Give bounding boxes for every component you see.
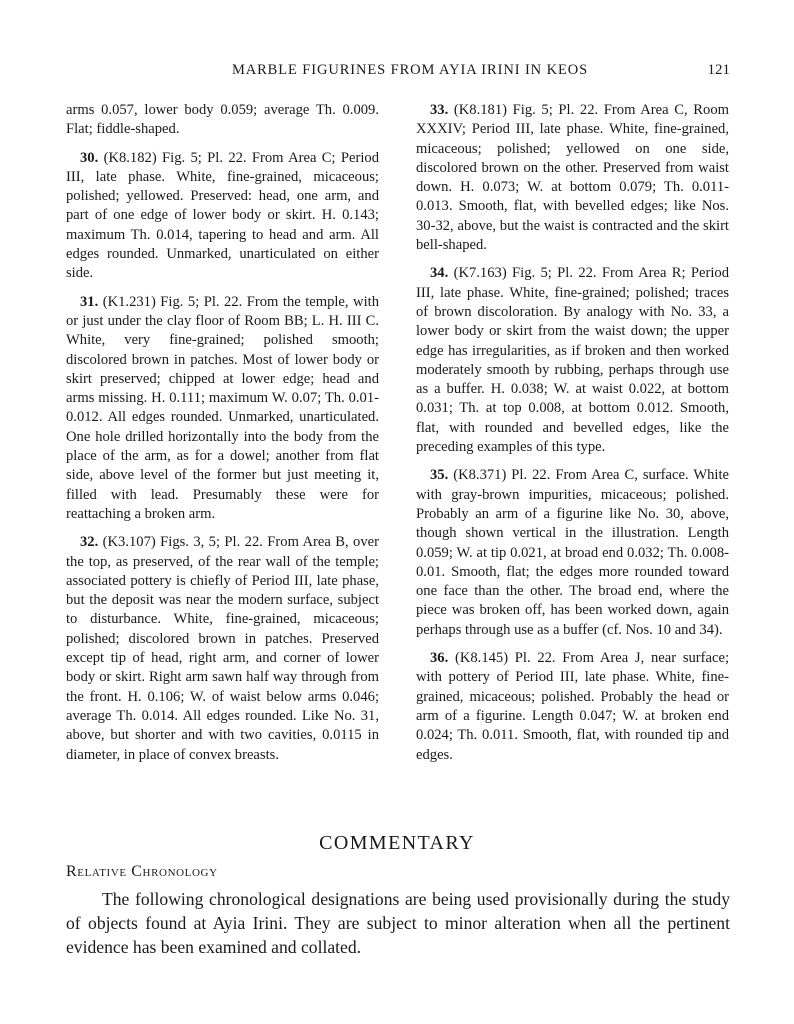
running-title: MARBLE FIGURINES FROM AYIA IRINI IN KEOS <box>231 62 589 78</box>
entry-number: 33. <box>430 102 449 118</box>
section-heading: COMMENTARY <box>319 832 475 854</box>
running-head <box>0 62 794 84</box>
catalogue-entry-32 <box>66 533 379 765</box>
entry-text: (K8.181) Fig. 5; Pl. 22. From Area C, Room XXXIV; Period III, late phase. White, fine-grained, micaceous; polished; yellowed on one side, discolored brown on the other. Preserved from waist down. H. 0.073; W. at bottom 0.079; Th. 0.011-0.013. Smooth, flat, with bevelled edges; like Nos. 30-32, above, but the waist is contracted and the skirt bell-shaped. <box>416 102 729 254</box>
catalogue-entry-36 <box>416 649 729 765</box>
catalogue-entry-30 <box>66 149 379 284</box>
left-column <box>66 101 379 765</box>
subsection-heading: Relative Chronology <box>66 863 218 880</box>
entry-number: 30. <box>80 149 99 166</box>
entry-text: (K3.107) Figs. 3, 5; Pl. 22. From Area B, over the top, as preserved, of the rear wall of the temple; associated pottery is chiefly of Period III, late phase, but the deposit was near the modern surface, subject to disturbance. White, fine-grained, micaceous; polished; discolored brown in patches. Preserved except tip of head, right arm, and corner of lower body or skirt. Right arm sawn half way through from the front. H. 0.106; W. of waist below arms 0.046; average Th. 0.014. All edges rounded. Like No. 31, above, but shorter and with two cavities, 0.0115 in diameter, in place of convex breasts. <box>66 534 379 763</box>
entry-number: 32. <box>80 534 99 551</box>
catalogue-entry-continued <box>66 101 379 140</box>
entry-text: arms 0.057, lower body 0.059; average Th. 0.009. Flat; fiddle-shaped. <box>66 102 379 138</box>
body-paragraph: The following chronological designations are being used provisionally during the study of objects found at Ayia Irini. They are subject to minor alteration when all the pertinent evidence has been examined and collated. <box>66 889 730 957</box>
catalogue-entry-31 <box>66 293 379 525</box>
entry-text: (K8.371) Pl. 22. From Area C, surface. White with gray-brown impurities, micaceous; polished. Probably an arm of a figurine like No. 30, above, though shown vertical in the illustration. Length 0.059; W. at tip 0.021, at broad end 0.032; Th. 0.008-0.01. Smooth, flat; the edges more rounded toward one face than the other. The broad end, where the piece was broken off, has been worked down, again perhaps through use as a buffer (cf. Nos. 10 and 34). <box>416 467 729 638</box>
entry-text: (K7.163) Fig. 5; Pl. 22. From Area R; Period III, late phase. White, fine-grained; polished; traces of brown discoloration. By analogy with No. 33, a lower body or skirt from the waist down; the upper edge has irregularities, as if broken and then worked moderately smooth by rubbing, perhaps through use as a buffer. H. 0.038; W. at waist 0.022, at bottom 0.031; Th. at top 0.008, at bottom 0.012. Smooth, flat, with rounded and bevelled edges, like the preceding examples of this type. <box>416 265 729 456</box>
page-number: 121 <box>707 62 730 78</box>
right-column <box>416 101 729 765</box>
entry-number: 36. <box>430 650 449 667</box>
entry-text: (K1.231) Fig. 5; Pl. 22. From the temple, with or just under the clay floor of Room BB; L. H. III C. White, very fine-grained; polished smooth; discolored brown in patches. Most of lower body or skirt preserved; chipped at lower edge; head and arms missing. H. 0.111; maximum W. 0.07; Th. 0.01-0.012. All edges rounded. Unmarked, unarticulated. One hole drilled horizontally into the body from the place of the arm, as for a dowel; another from flat side, above level of the former but just meeting it, filled with lead. Presumably these were for reattaching a broken arm. <box>66 293 379 522</box>
entry-text: (K8.145) Pl. 22. From Area J, near surface; with pottery of Period III, late phase. White, fine-grained, micaceous; polished. Probably the head or arm of a figurine. Length 0.047; W. at broken end 0.024; Th. 0.011. Smooth, flat, with rounded tip and edges. <box>416 650 729 763</box>
entry-number: 31. <box>80 293 99 310</box>
catalogue-entry-34 <box>416 264 729 457</box>
entry-number: 34. <box>430 265 449 282</box>
catalogue-entry-33 <box>416 101 729 255</box>
catalogue-entry-35 <box>416 466 729 640</box>
entry-text: (K8.182) Fig. 5; Pl. 22. From Area C; Period III, late phase. White, fine-grained, micaceous; polished; yellowed. Preserved: head, one arm, and part of one edge of lower body or skirt. H. 0.143; maximum Th. 0.014, tapering to head and arm. All edges rounded. Unmarked, unarticulated on either side. <box>66 149 379 282</box>
entry-number: 35. <box>430 467 449 484</box>
